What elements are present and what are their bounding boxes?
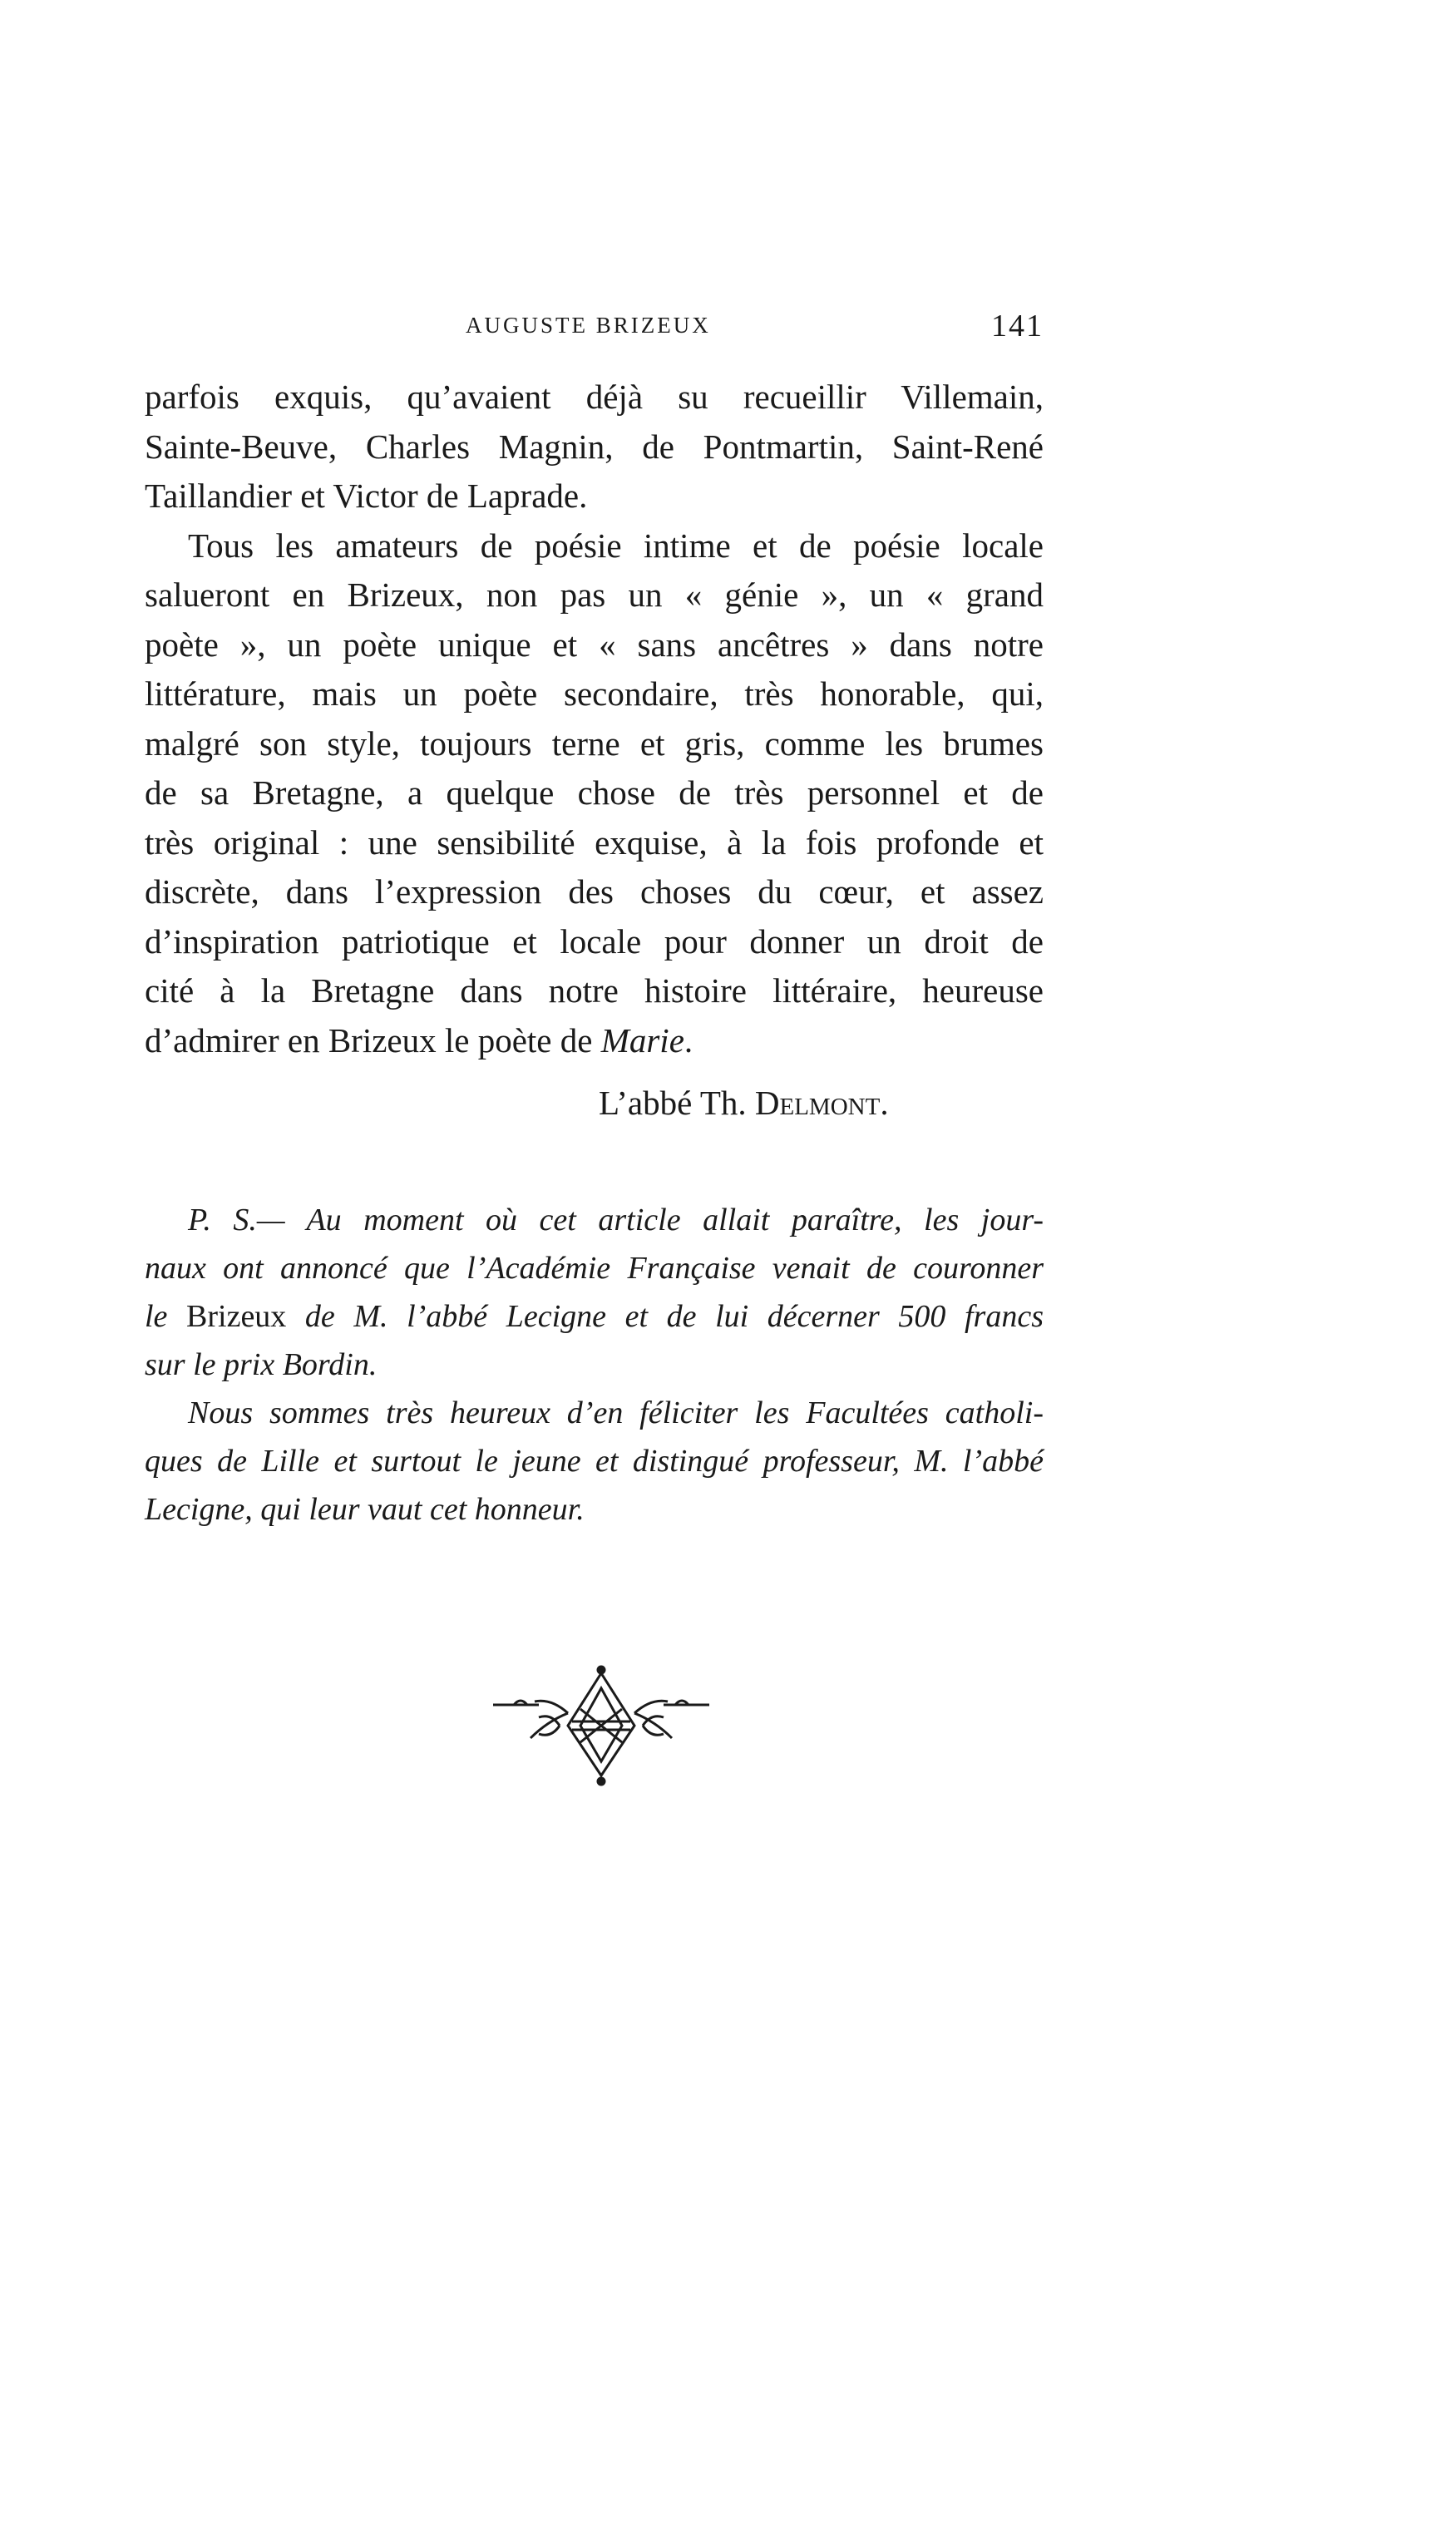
- signature-suffix: .: [880, 1084, 889, 1122]
- text-fragment: le: [145, 1299, 187, 1334]
- text-line: très original : une sensibilité exquise, à la fois profonde et: [145, 822, 1044, 862]
- text-fragment: d’admirer en Brizeux le poète de: [145, 1020, 601, 1059]
- postscript-line: [145, 1292, 1044, 1341]
- fleuron-ornament-icon: [489, 1663, 713, 1788]
- postscript-line: naux ont annoncé que l’Académie Française venait de couronner: [145, 1251, 1044, 1286]
- work-title: Marie: [600, 1020, 684, 1059]
- text-line: discrète, dans l’expression des choses du cœur, et assez: [145, 872, 1044, 911]
- signature-name: Delmont: [754, 1084, 881, 1122]
- text-line: littérature, mais un poète secondaire, très honorable, qui,: [145, 674, 1044, 713]
- postscript: [145, 1196, 1044, 1534]
- text-line: cité à la Bretagne dans notre histoire littéraire, heureuse: [145, 971, 1044, 1010]
- text-line: poète », un poète unique et « sans ancêtres » dans notre: [145, 625, 1044, 664]
- text-line: Sainte-Beuve, Charles Magnin, de Pontmartin, Saint-René: [145, 427, 1044, 466]
- author-signature: [599, 1083, 889, 1123]
- postscript-line: P. S.— Au moment où cet article allait paraître, les jour-: [188, 1203, 1044, 1237]
- signature-prefix: L’abbé Th.: [599, 1084, 755, 1122]
- text-fragment: de M. l’abbé Lecigne et de lui décerner 500 francs: [286, 1299, 1044, 1334]
- text-line: de sa Bretagne, a quelque chose de très personnel et de: [145, 773, 1044, 812]
- page-number: 141: [991, 309, 1044, 343]
- text-line: parfois exquis, qu’avaient déjà su recueillir Villemain,: [145, 378, 1044, 416]
- text-line: malgré son style, toujours terne et gris, comme les brumes: [145, 724, 1044, 763]
- text-line-final: [145, 1016, 1044, 1066]
- roman-title: Brizeux: [186, 1299, 287, 1334]
- text-line: salueront en Brizeux, non pas un « génie », un « grand: [145, 575, 1044, 614]
- postscript-line: sur le prix Bordin.: [145, 1347, 378, 1382]
- main-text: [145, 373, 1044, 1065]
- text-fragment: .: [684, 1020, 693, 1059]
- running-title: AUGUSTE BRIZEUX: [466, 313, 711, 338]
- text-line: d’inspiration patriotique et locale pour donner un droit de: [145, 921, 1044, 961]
- running-head: [466, 308, 1044, 349]
- text-line: Taillandier et Victor de Laprade.: [145, 477, 588, 515]
- postscript-line: Nous sommes très heureux d’en féliciter les Facultées catholi-: [188, 1395, 1044, 1430]
- postscript-line: Lecigne, qui leur vaut cet honneur.: [145, 1492, 585, 1527]
- postscript-line: ques de Lille et surtout le jeune et distingué professeur, M. l’abbé: [145, 1444, 1044, 1479]
- text-line: Tous les amateurs de poésie intime et de poésie locale: [188, 526, 1044, 565]
